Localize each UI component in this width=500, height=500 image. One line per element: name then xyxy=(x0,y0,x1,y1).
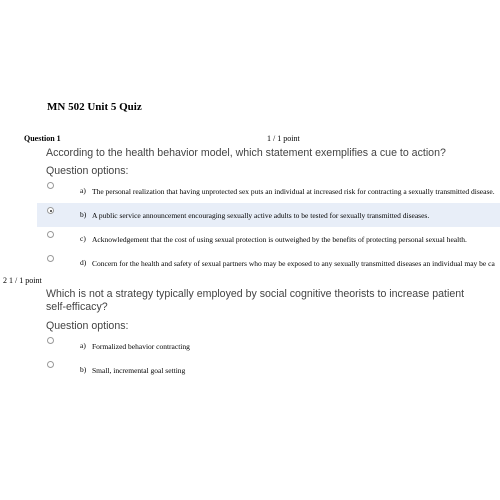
question-1-option-c-letter: c) xyxy=(80,234,86,243)
question-2-option-b-radio[interactable] xyxy=(47,361,54,368)
question-2-text-line-2: self-efficacy? xyxy=(46,301,108,313)
question-2-option-a-text[interactable]: Formalized behavior contracting xyxy=(92,342,190,351)
question-1-option-b-text[interactable]: A public service announcement encouraging sexually active adults to be tested for sexually transmitted diseases. xyxy=(92,211,430,220)
question-1-option-a-radio[interactable] xyxy=(47,182,54,189)
question-1-option-d-letter: d) xyxy=(80,258,87,267)
question-2-option-a-letter: a) xyxy=(80,341,86,350)
question-2-option-a-radio[interactable] xyxy=(47,337,54,344)
question-2-option-b-text[interactable]: Small, incremental goal setting xyxy=(92,366,186,375)
question-2-label-points: 2 1 / 1 point xyxy=(3,276,42,285)
question-1-option-a-letter: a) xyxy=(80,186,86,195)
question-1-option-a-text[interactable]: The personal realization that having unprotected sex puts an individual at increased risk for contracting a sexually transmitted disease. xyxy=(92,187,495,196)
question-1-option-b-letter: b) xyxy=(80,210,87,219)
question-2-option-b-letter: b) xyxy=(80,365,87,374)
question-1-option-b-radio[interactable] xyxy=(47,207,54,214)
question-1-option-d-text[interactable]: Concern for the health and safety of sexual partners who may be exposed to any sexually transmitted diseases an individual may be ca xyxy=(92,259,495,268)
quiz-title: MN 502 Unit 5 Quiz xyxy=(47,101,142,113)
question-1-option-d-radio[interactable] xyxy=(47,255,54,262)
question-1-points: 1 / 1 point xyxy=(267,134,300,143)
question-1-option-c-text[interactable]: Acknowledgement that the cost of using sexual protection is outweighed by the benefits of protecting personal sexual health. xyxy=(92,235,467,244)
question-2-text-line-1: Which is not a strategy typically employed by social cognitive theorists to increase patient xyxy=(46,288,465,300)
question-1-label: Question 1 xyxy=(24,134,61,143)
question-1-option-c-radio[interactable] xyxy=(47,231,54,238)
question-1-options-label: Question options: xyxy=(46,165,129,177)
question-1-text: According to the health behavior model, which statement exemplifies a cue to action? xyxy=(46,147,446,159)
question-2-options-label: Question options: xyxy=(46,320,129,332)
